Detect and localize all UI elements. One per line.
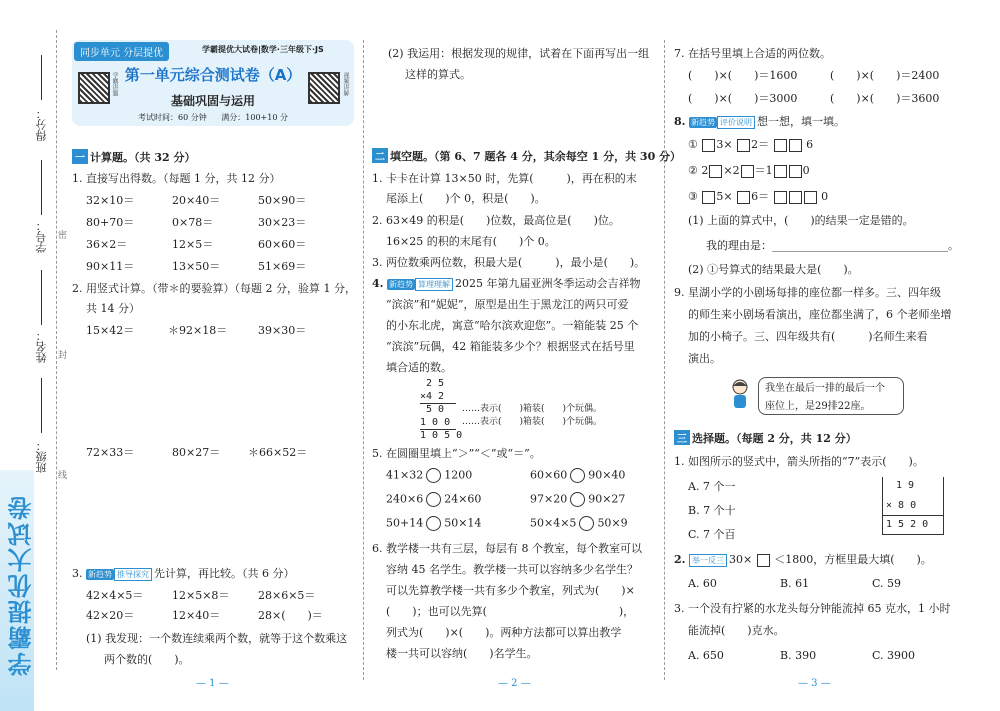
compare-row: 50×4×5 50×9 xyxy=(530,516,628,530)
choice-option[interactable]: C. 59 xyxy=(872,577,902,590)
page-number: — 1 — xyxy=(196,678,229,689)
question-text: 这样的算式。 xyxy=(405,68,471,81)
calc-item: 28×6×5＝ xyxy=(258,589,316,602)
question-text: 两个数的( )。 xyxy=(104,653,190,666)
question-text: (2) 我运用：根据发现的规律，试着在下面再写出一组 xyxy=(388,47,650,60)
page-number: — 3 — xyxy=(798,678,831,689)
compare-row: 50+14 50×14 xyxy=(386,516,482,530)
vertical-grid-calculation: 1 9 × 8 0 1 5 2 0 xyxy=(882,477,944,535)
question-text: 填合适的数。 xyxy=(386,361,452,374)
compare-row: 41×32 1200 xyxy=(386,468,473,482)
fill-item: ( )×( )＝3600 xyxy=(830,92,940,105)
question-text: 1. 卡卡在计算 13×50 时，先算( )，再在积的末 xyxy=(372,172,637,185)
choice-option[interactable]: B. 390 xyxy=(780,649,817,662)
section-heading: 二 填空题。（第 6、7 题各 4 分，其余每空 1 分，共 30 分） xyxy=(372,148,681,164)
calc-item: 42×20＝ xyxy=(86,609,135,622)
calc-item: 50×90＝ xyxy=(258,194,307,207)
calc-item: ＊92×18＝ xyxy=(168,324,228,337)
fill-item: ( )×( )＝2400 xyxy=(830,69,940,82)
question-text: 1. 直接写出得数。（每题 1 分，共 12 分） xyxy=(72,172,281,185)
calc-item: 51×69＝ xyxy=(258,260,307,273)
speech-bubble: 我坐在最后一排的最后一个 座位上，是29排22座。 xyxy=(758,377,904,415)
calc-item: 90×11＝ xyxy=(86,260,135,273)
calc-item: 12×40＝ xyxy=(172,609,221,622)
brand-banner xyxy=(0,470,34,711)
question-text: 我的理由是：________________________________。 xyxy=(706,239,959,252)
question-text: 1. 如图所示的竖式中，箭头所指的“7”表示( )。 xyxy=(674,455,924,468)
exam-meta xyxy=(72,112,354,123)
calc-item: 36×2＝ xyxy=(86,238,128,251)
calc-item: 42×4×5＝ xyxy=(86,589,144,602)
calc-item: 13×50＝ xyxy=(172,260,221,273)
section-heading: 三 选择题。（每题 2 分，共 12 分） xyxy=(674,430,857,446)
choice-option[interactable]: C. 7 个百 xyxy=(688,528,736,541)
fill-item: ( )×( )＝3000 xyxy=(688,92,798,105)
student-id-label: 学号： xyxy=(35,220,48,253)
question-text: 5. 在圆圈里填上“＞”“＜”或“＝”。 xyxy=(372,447,541,460)
page-subtitle: 基础巩固与运用 xyxy=(170,94,255,108)
question-text: “滨滨”和“妮妮”，原型是出生于黑龙江的两只可爱 xyxy=(386,298,629,311)
calc-item: 32×10＝ xyxy=(86,194,135,207)
seal-mark: 封 xyxy=(58,351,68,361)
question-text: 的小东北虎，寓意“哈尔滨欢迎您”。一箱能装 25 个 xyxy=(386,319,639,332)
question-text: 能流掉( )克水。 xyxy=(688,624,785,637)
calc-item: 72×33＝ xyxy=(86,446,135,459)
compare-circle[interactable] xyxy=(570,492,585,507)
calc-item: 12×5＝ xyxy=(172,238,214,251)
question-text: (2) ①号算式的结果最大是( )。 xyxy=(688,263,859,276)
question-text: 列式为( )×( )。两种方法都可以算出教学 xyxy=(386,626,622,639)
question-text: (1) 我发现：一个数连续乘两个数，就等于这个数乘这 xyxy=(86,632,348,645)
question-text: 尾添上( )个 0，积是( )。 xyxy=(386,192,546,205)
calc-item: 20×40＝ xyxy=(172,194,221,207)
question-text: 3. 新趋势 推导探究 先计算，再比较。（共 6 分） xyxy=(72,567,295,580)
box-equation: ② 2 ×2 ＝1 0 xyxy=(688,164,810,177)
calc-item: 28×( )＝ xyxy=(258,609,323,622)
question-text: 的师生来小剧场看演出，座位都坐满了，6 个老师坐增 xyxy=(688,308,952,321)
question-text: 加的小椅子。三、四年级共有( )名师生来看 xyxy=(688,330,928,343)
tagline: 同步单元 分层提优 xyxy=(74,42,169,61)
calc-item: 39×30＝ xyxy=(258,324,307,337)
compare-circle[interactable] xyxy=(570,468,585,483)
fill-line: ……表示( )箱装( )个玩偶。 xyxy=(462,404,603,414)
qr-code-icon[interactable] xyxy=(78,72,110,104)
brand-logo-text: 学霸提优大试卷 xyxy=(8,494,36,676)
calc-item: ＊66×52＝ xyxy=(248,446,308,459)
question-text: 2. 用竖式计算。（带＊的要验算）（每题 2 分，验算 1 分， xyxy=(72,282,356,295)
choice-option[interactable]: C. 3900 xyxy=(872,649,916,662)
question-text: 共 14 分） xyxy=(86,302,140,315)
question-text: 8. 新趋势 评价说明 想一想，填一填。 xyxy=(674,115,845,128)
compare-row: 240×6 24×60 xyxy=(386,492,482,506)
box-equation: ③ 5× 6＝ 0 xyxy=(688,190,829,203)
page-title: 第一单元综合测试卷（A） xyxy=(124,66,302,84)
question-text: 9. 星湖小学的小剧场每排的座位都一样多。三、四年级 xyxy=(674,286,941,299)
exam-time: 考试时间：60 分钟 xyxy=(138,113,207,122)
question-text: “滨滨”玩偶，42 箱能装多少个？根据竖式在括号里 xyxy=(386,340,635,353)
class-label: 班级： xyxy=(35,440,48,473)
page-number: — 2 — xyxy=(498,678,531,689)
compare-row: 97×20 90×27 xyxy=(530,492,626,506)
name-label: 姓名： xyxy=(35,330,48,363)
fill-line: ……表示( )箱装( )个玩偶。 xyxy=(462,417,603,427)
question-text: (1) 上面的算式中，( )的结果一定是错的。 xyxy=(688,214,914,227)
question-text: 4. 新趋势 算理理解 2025 年第九届亚洲冬季运动会吉祥物 xyxy=(372,277,641,290)
choice-option[interactable]: A. 7 个一 xyxy=(688,480,736,493)
student-cartoon-icon xyxy=(728,378,752,410)
question-text: 6. 教学楼一共有三层，每层有 8 个教室，每个教室可以 xyxy=(372,542,642,555)
compare-circle[interactable] xyxy=(426,516,441,531)
calc-item: 30×23＝ xyxy=(258,216,307,229)
compare-circle[interactable] xyxy=(426,468,441,483)
choice-option[interactable]: B. 7 个十 xyxy=(688,504,736,517)
series-label: 学霸提优大试卷|数学·三年级下·JS xyxy=(202,45,324,54)
calc-item: 15×42＝ xyxy=(86,324,135,337)
question-text: 容纳 45 名学生。教学楼一共可以容纳多少名学生？ xyxy=(386,563,638,576)
calc-item: 60×60＝ xyxy=(258,238,307,251)
calc-item: 12×5×8＝ xyxy=(172,589,230,602)
calc-item: 80+70＝ xyxy=(86,216,135,229)
calc-item: 0×78＝ xyxy=(172,216,214,229)
question-text: 2. 63×49 的积是( )位数，最高位是( )位。 xyxy=(372,214,620,227)
choice-option[interactable]: A. 60 xyxy=(688,577,717,590)
question-text: ( )；也可以先算( )， xyxy=(386,605,635,618)
exam-score: 满分：100+10 分 xyxy=(221,113,288,122)
question-text: 16×25 的积的末尾有( )个 0。 xyxy=(386,235,556,248)
seal-mark: 线 xyxy=(58,471,68,481)
question-text: 演出。 xyxy=(688,352,721,365)
question-text: 2. 举一反三 30× ＜1800，方框里最大填( )。 xyxy=(674,553,932,566)
calc-item: 80×27＝ xyxy=(172,446,221,459)
qr-label: 视频讲解 xyxy=(342,72,349,96)
test-header xyxy=(72,40,354,126)
compare-circle[interactable] xyxy=(579,516,594,531)
question-text: 可以先算教学楼一共有多少个教室，列式为( )× xyxy=(386,584,635,597)
question-text: 7. 在括号里填上合适的两位数。 xyxy=(674,47,831,60)
question-text: 楼一共可以容纳( )名学生。 xyxy=(386,647,538,660)
seal-mark: 密 xyxy=(58,231,68,241)
choice-option[interactable]: A. 650 xyxy=(688,649,724,662)
box-equation: ① 3× 2＝ 6 xyxy=(688,138,814,151)
choice-option[interactable]: B. 61 xyxy=(780,577,810,590)
qr-label: 学霸讲题 xyxy=(111,72,118,96)
question-text: 3. 一个没有拧紧的水龙头每分钟能流掉 65 克水，1 小时 xyxy=(674,602,951,615)
qr-code-icon[interactable] xyxy=(308,72,340,104)
compare-circle[interactable] xyxy=(426,492,441,507)
score-label: 得分： xyxy=(35,108,48,141)
section-heading: 一 计算题。（共 32 分） xyxy=(72,149,195,165)
vertical-calculation: 2 5 ×4 2 5 0 1 0 0 1 0 5 0 xyxy=(420,378,463,441)
compare-row: 60×60 90×40 xyxy=(530,468,626,482)
fill-item: ( )×( )＝1600 xyxy=(688,69,798,82)
question-text: 3. 两位数乘两位数，积最大是( )，最小是( )。 xyxy=(372,256,646,269)
